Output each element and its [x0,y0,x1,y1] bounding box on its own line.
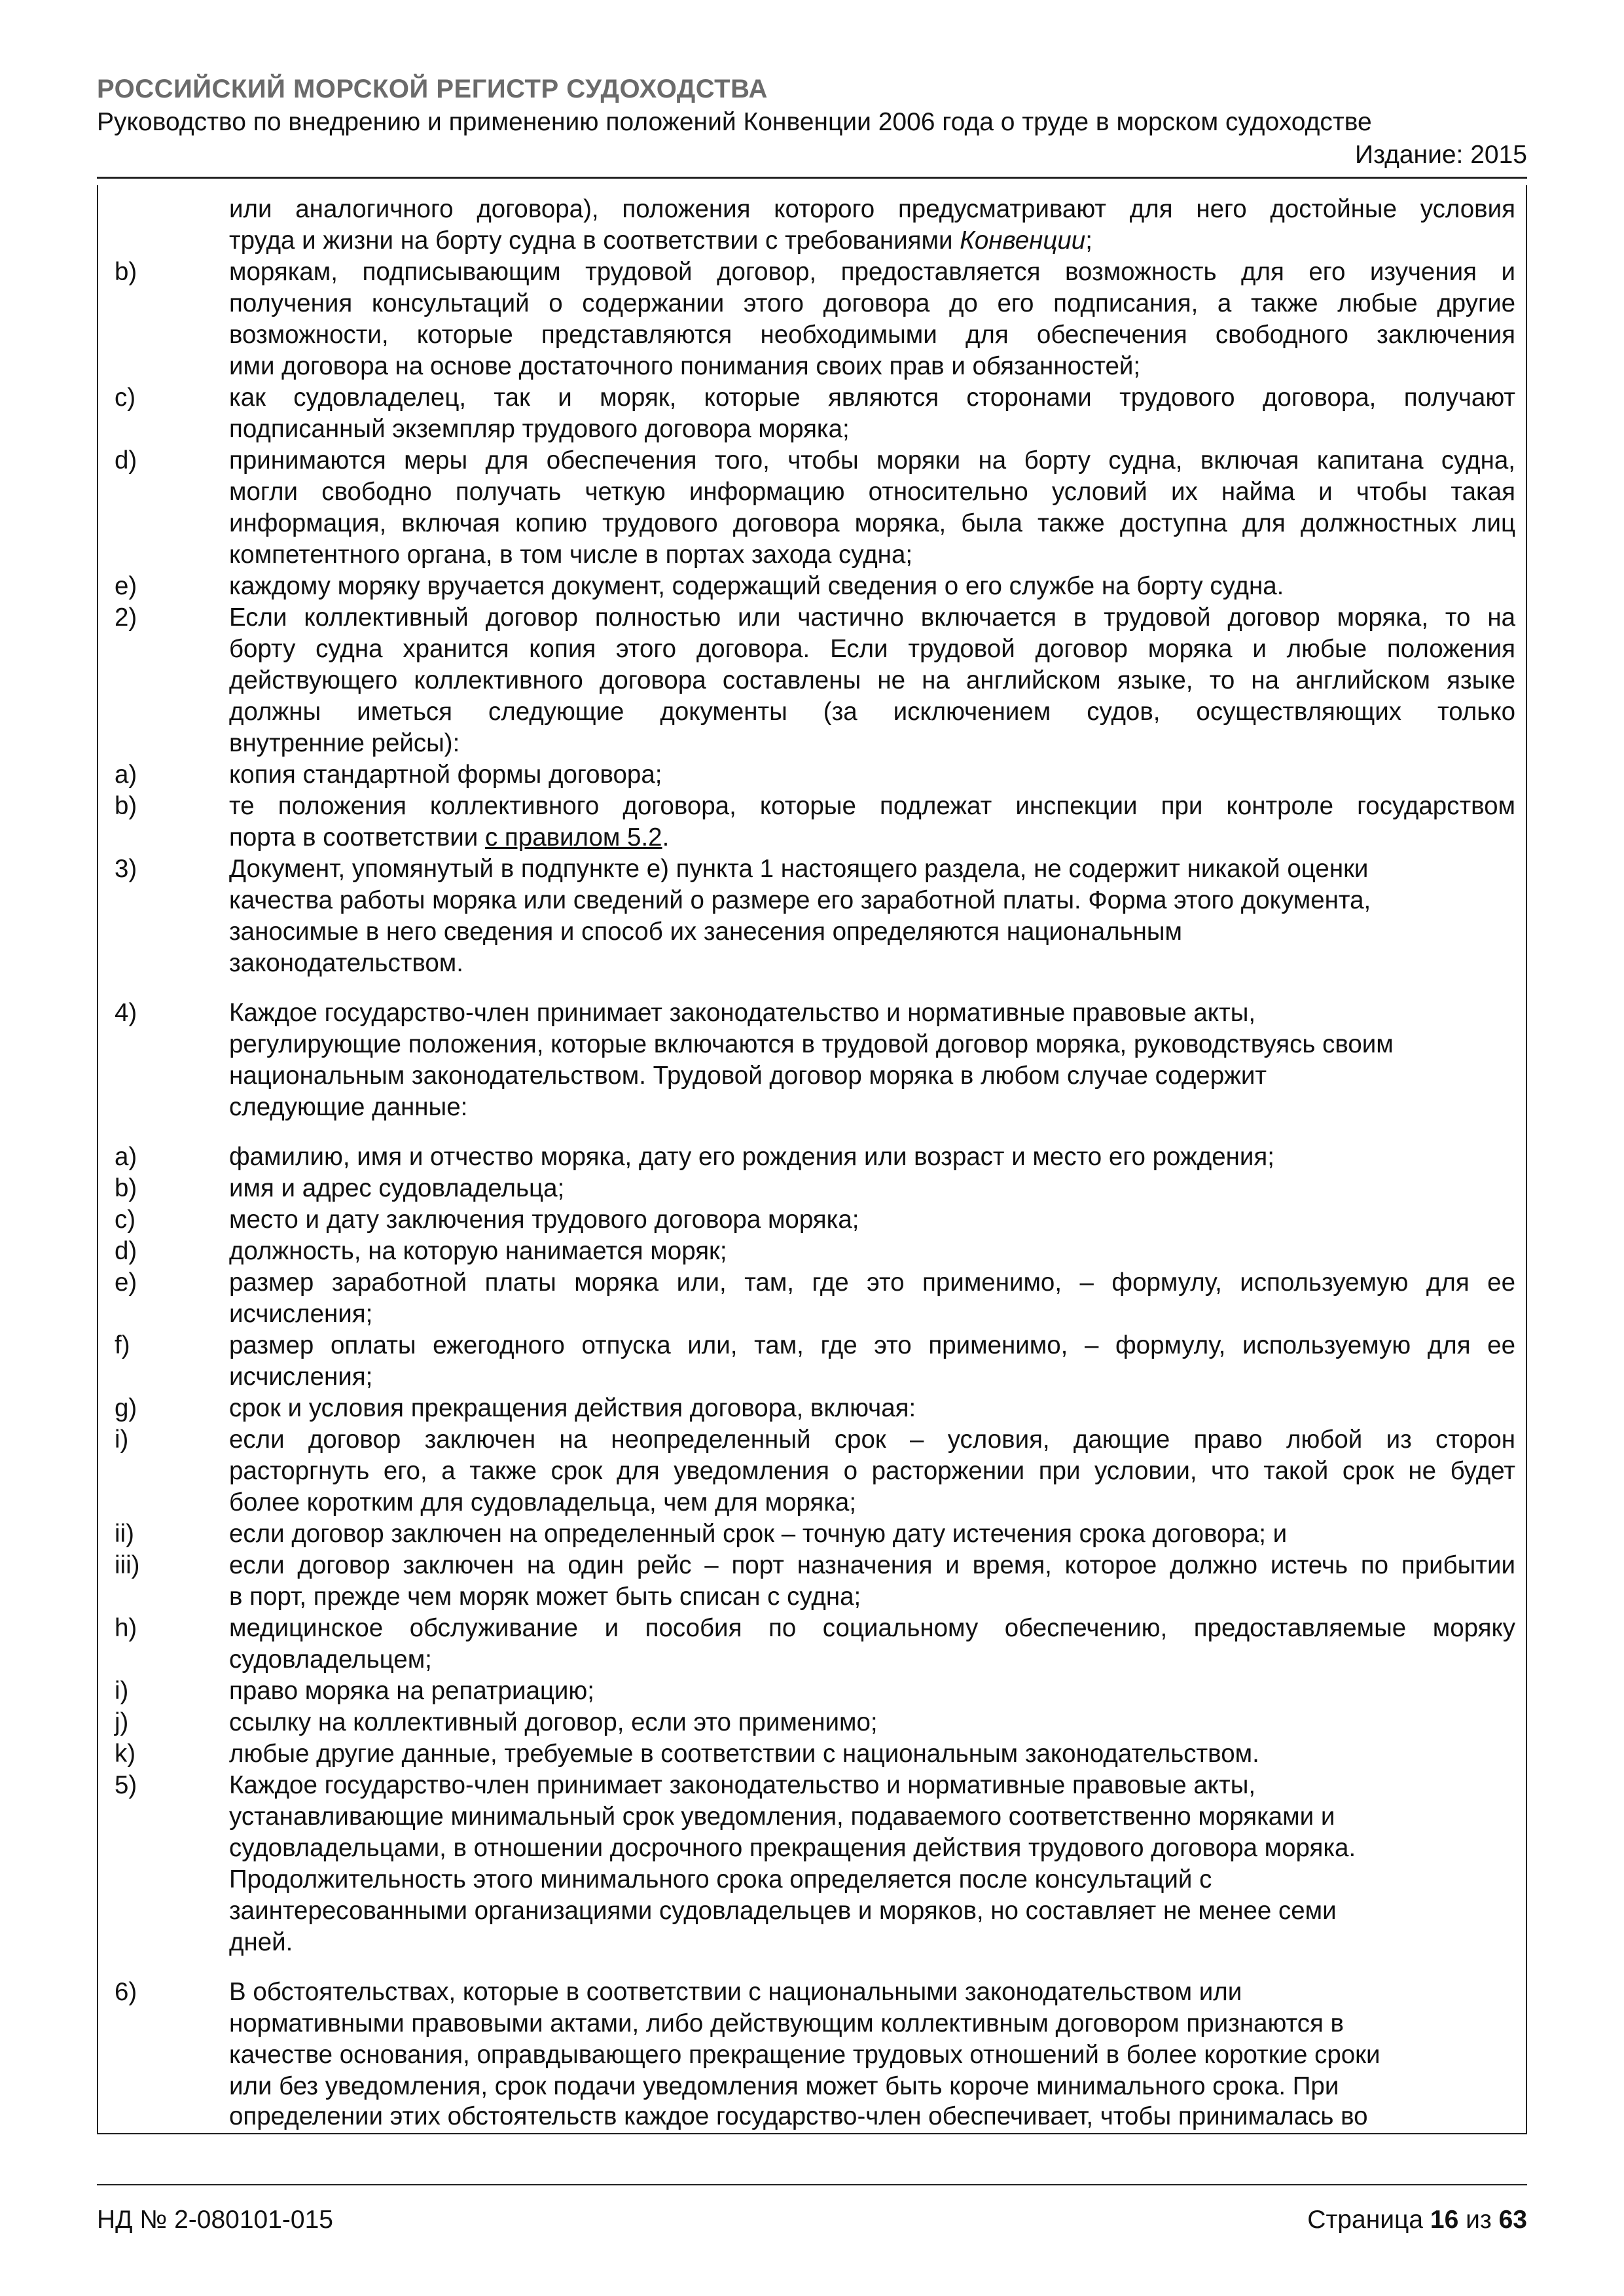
document-number: НД № 2-080101-015 [97,2206,333,2234]
text-line: заинтересованными организациями судовладельцев и моряков, но составляет не менее семи [229,1897,1337,1925]
item-label: iii) [115,1551,140,1579]
item-label: i) [115,1677,129,1705]
text-line: или без уведомления, срок подачи уведомления может быть короче минимального срока. При [229,2072,1339,2100]
text-line: определении этих обстоятельств каждое государство-член обеспечивает, чтобы принималась во [229,2102,1368,2130]
text-line: подписанный экземпляр трудового договора моряка; [229,415,850,443]
text-line: труда и жизни на борту судна в соответствии с требованиями Конвенции; [229,226,1092,255]
text-line: каждому моряку вручается документ, содержащий сведения о его службе на борту судна. [229,572,1284,600]
text-line: борту судна хранится копия этого договора. Если трудовой договор моряка и любые положения [229,635,1515,663]
item-label: d) [115,1237,137,1265]
item-label: g) [115,1394,137,1422]
header-rule [97,177,1527,179]
item-label: c) [115,1206,136,1234]
text-line: В обстоятельствах, которые в соответствии с национальными законодательством или [229,1978,1242,2006]
item-label: ii) [115,1520,134,1548]
text-line: заносимые в него сведения и способ их занесения определяются национальным [229,918,1183,946]
item-label: e) [115,1268,137,1297]
text-line: фамилию, имя и отчество моряка, дату его рождения или возраст и место его рождения; [229,1143,1274,1171]
text-line: должность, на которую нанимается моряк; [229,1237,727,1265]
text-line: принимаются меры для обеспечения того, чтобы моряки на борту судна, включая капитана судна, [229,446,1515,475]
text-line: должны иметься следующие документы (за исключением судов, осуществляющих только [229,698,1515,726]
item-label: k) [115,1740,136,1768]
item-label: a) [115,761,137,789]
item-label: b) [115,1174,137,1202]
text-line: информация, включая копию трудового договора моряка, была также доступна для должностных лиц [229,509,1515,537]
document-title: Руководство по внедрению и применению положений Конвенции 2006 года о труде в морском судоходстве [97,108,1372,136]
text-line: качестве основания, оправдывающего прекращение трудовых отношений в более короткие сроки [229,2041,1380,2069]
text-line: устанавливающие минимальный срок уведомления, подаваемого соответственно моряками и [229,1803,1335,1831]
item-label: b) [115,792,137,820]
footer-rule [97,2184,1527,2185]
text-line: Каждое государство-член принимает законодательство и нормативные правовые акты, [229,1771,1256,1799]
text-line: размер заработной платы моряка или, там, где это применимо, – формулу, используемую для ее [229,1268,1515,1297]
text-line: ими договора на основе достаточного понимания своих прав и обязанностей; [229,352,1141,380]
item-label: 2) [115,603,137,632]
item-label: d) [115,446,137,475]
rule-5-2-link[interactable]: с правилом 5.2 [484,823,662,852]
edition-label: Издание: 2015 [1355,141,1527,169]
text-line: исчисления; [229,1363,373,1391]
text-line: имя и адрес судовладельца; [229,1174,565,1202]
text-line: внутренние рейсы): [229,729,460,757]
text-line: размер оплаты ежегодного отпуска или, там, где это применимо, – формулу, используемую для ее [229,1331,1515,1359]
text-line: национальным законодательством. Трудовой договор моряка в любом случае содержит [229,1062,1267,1090]
item-label: 3) [115,855,137,883]
text-line: или аналогичного договора), положения которого предусматривают для него достойные условия [229,195,1515,223]
text-line: любые другие данные, требуемые в соответствии с национальным законодательством. [229,1740,1259,1768]
item-label: e) [115,572,137,600]
page-number: Страница 16 из 63 [1307,2206,1527,2234]
text-line: Каждое государство-член принимает законодательство и нормативные правовые акты, [229,999,1256,1027]
text-line: законодательством. [229,949,463,977]
item-label: 6) [115,1978,137,2006]
text-line: если договор заключен на один рейс – порт назначения и время, которое должно истечь по прибытии [229,1551,1515,1579]
item-label: 4) [115,999,137,1027]
text-line: компетентного органа, в том числе в портах захода судна; [229,541,913,569]
text-line: могли свободно получать четкую информацию относительно условий их найма и чтобы такая [229,478,1515,506]
text-line: копия стандартной формы договора; [229,761,662,789]
text-line: морякам, подписывающим трудовой договор, предоставляется возможность для его изучения и [229,258,1515,286]
text-line: Продолжительность этого минимального срока определяется после консультаций с [229,1865,1212,1893]
text-line: ссылку на коллективный договор, если это применимо; [229,1708,878,1736]
text-line: получения консультаций о содержании этого договора до его подписания, а также любые другие [229,289,1515,317]
item-label: f) [115,1331,130,1359]
page-header [97,73,1527,171]
item-label: h) [115,1614,137,1642]
text-line: нормативными правовыми актами, либо действующим коллективным договором признаются в [229,2009,1344,2037]
text-line: расторгнуть его, а также срок для уведомления о расторжении при условии, что такой срок не будет [229,1457,1515,1485]
text-line: возможности, которые представляются необходимыми для обеспечения свободного заключения [229,321,1515,349]
text-line: регулирующие положения, которые включаются в трудовой договор моряка, руководствуясь своим [229,1030,1394,1058]
text-line: действующего коллективного договора составлены не на английском языке, то на английском языке [229,666,1515,694]
text-line: судовладельцами, в отношении досрочного прекращения действия трудового договора моряка. [229,1834,1356,1862]
text-line: место и дату заключения трудового договора моряка; [229,1206,859,1234]
text-line: следующие данные: [229,1093,468,1121]
text-line: как судовладелец, так и моряк, которые являются сторонами трудового договора, получают [229,384,1515,412]
text-line: судовладельцем; [229,1645,432,1674]
text-line: те положения коллективного договора, которые подлежат инспекции при контроле государством [229,792,1515,820]
item-label: b) [115,258,137,286]
text-line: Если коллективный договор полностью или частично включается в трудовой договор моряка, то на [229,603,1515,632]
text-line: качества работы моряка или сведений о размере его заработной платы. Форма этого документа, [229,886,1371,914]
organization-name: РОССИЙСКИЙ МОРСКОЙ РЕГИСТР СУДОХОДСТВА [97,75,768,103]
text-line: срок и условия прекращения действия договора, включая: [229,1394,916,1422]
text-line: медицинское обслуживание и пособия по социальному обеспечению, предоставляемые моряку [229,1614,1515,1642]
item-label: 5) [115,1771,137,1799]
item-label: i) [115,1426,129,1454]
text-line: дней. [229,1928,293,1956]
text-line: если договор заключен на неопределенный срок – условия, дающие право любой из сторон [229,1426,1515,1454]
text-line: право моряка на репатриацию; [229,1677,595,1705]
item-label: j) [115,1708,129,1736]
item-label: c) [115,384,136,412]
item-label: a) [115,1143,137,1171]
text-line: исчисления; [229,1300,373,1328]
text-line: Документ, упомянутый в подпункте e) пункта 1 настоящего раздела, не содержит никакой оценки [229,855,1369,883]
text-line: более коротким для судовладельца, чем для моряка; [229,1488,857,1516]
text-line: в порт, прежде чем моряк может быть списан с судна; [229,1583,861,1611]
text-line: если договор заключен на определенный срок – точную дату истечения срока договора; и [229,1520,1288,1548]
text-line: порта в соответствии с правилом 5.2. [229,823,670,852]
